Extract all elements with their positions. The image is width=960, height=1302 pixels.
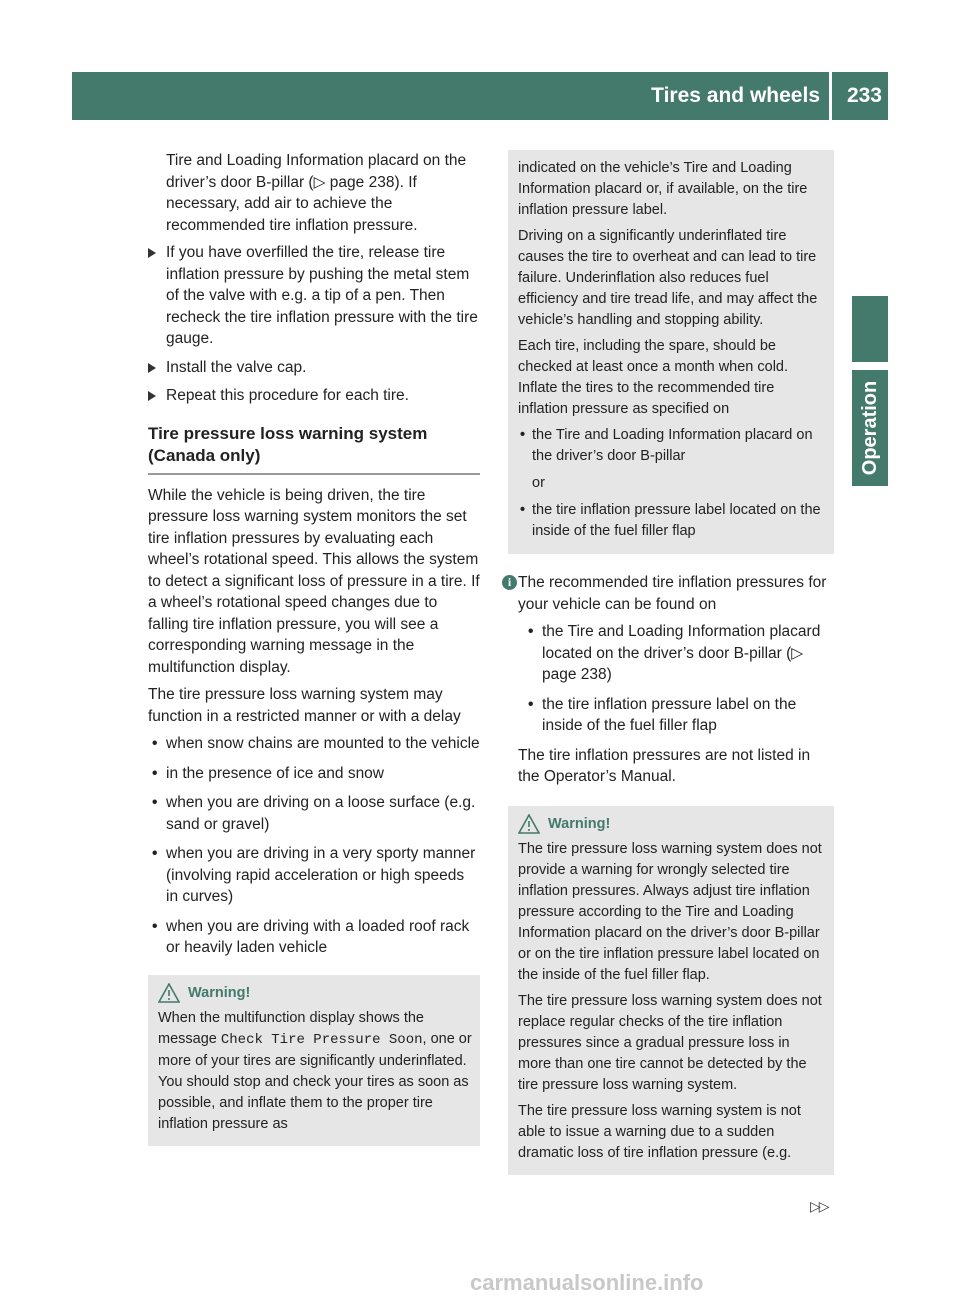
display-message: Check Tire Pressure Soon	[220, 1031, 423, 1048]
warning-text: The tire pressure loss warning system does not provide a warning for wrongly selected tire inflation pressures. Always adjust tire inflation pressure according to the Tire and Loading Information placard on the driver’s door B-pillar or on the tire inflation pressure label located on the inside of the fuel filler flap.	[518, 840, 822, 983]
list-item: • the tire inflation pressure label on the inside of the fuel filler flap	[528, 695, 797, 734]
list-item: • the tire inflation pressure label located on the inside of the fuel filler flap	[520, 502, 821, 539]
or-text: or	[532, 475, 545, 491]
bullet-icon: •	[152, 735, 158, 752]
side-marker	[852, 296, 888, 362]
step-arrow-icon	[148, 391, 156, 401]
warning-text: The tire pressure loss warning system is not able to issue a warning due to a sudden dramatic loss of tire inflation pressure (e.g.	[518, 1102, 801, 1161]
list-item: • when snow chains are mounted to the vehicle	[148, 733, 480, 755]
bullet-icon: •	[520, 427, 526, 443]
warning-title: Warning!	[548, 815, 611, 832]
left-column	[148, 150, 480, 1146]
warning-triangle-icon	[158, 983, 180, 1003]
body-paragraph: The tire pressure loss warning system may function in a restricted manner or with a delay	[148, 686, 461, 725]
instruction-step: Install the valve cap.	[148, 357, 480, 379]
list-item: • in the presence of ice and snow	[148, 763, 480, 785]
warning-text: Driving on a significantly underinflated tire causes the tire to overheat and can lead to tire failure. Underinflation also reduces fuel efficiency and tire tread life, and may affect the vehicle’s handling and stopping ability.	[518, 228, 818, 328]
body-paragraph: While the vehicle is being driven, the tire pressure loss warning system monitors the set tire inflation pressures by evaluating each wheel’s rotational speed. This allows the system to detect a significant loss of pressure in a tire. If a wheel’s rotational speed changes due to falling tire inflation pressure, you will see a corresponding warning message in the multifunction display.	[148, 486, 480, 676]
bullet-icon: •	[152, 764, 158, 782]
warning-text: Each tire, including the spare, should be checked at least once a month when cold. Inflate the tires to the recommended tire inflation pressure as specified on	[518, 338, 789, 417]
bullet-icon: •	[152, 794, 158, 811]
bullet-icon: •	[152, 917, 158, 935]
section-tab	[852, 370, 888, 486]
info-note	[508, 572, 834, 788]
list-item: • when you are driving with a loaded roof rack or heavily laden vehicle	[152, 917, 470, 956]
info-closing: The tire inflation pressures are not listed in the Operator’s Manual.	[518, 746, 811, 785]
list-item: • the Tire and Loading Information placard located on the driver’s door B-pillar (▷ page 238)	[528, 623, 821, 683]
bullet-icon: •	[520, 502, 526, 518]
info-intro: The recommended tire inflation pressures for your vehicle can be found on	[518, 574, 827, 613]
warning-text: indicated on the vehicle’s Tire and Loading Information placard or, if available, on the tire inflation pressure label.	[518, 160, 808, 218]
continue-arrow-icon: ▷▷	[810, 1198, 828, 1214]
bullet-icon: •	[528, 695, 534, 713]
right-column	[508, 150, 834, 1175]
instruction-step: Repeat this procedure for each tire.	[148, 385, 480, 407]
page-number: 233	[846, 84, 882, 107]
chapter-title: Tires and wheels	[651, 84, 820, 107]
list-item: • when you are driving in a very sporty manner (involving rapid acceleration or high speeds in curves)	[152, 845, 476, 905]
bullet-icon: •	[152, 845, 158, 862]
list-item: • when you are driving on a loose surface (e.g. sand or gravel)	[152, 794, 476, 833]
warning-title: Warning!	[188, 984, 251, 1001]
warning-box-continued	[508, 150, 834, 554]
step-arrow-icon	[148, 248, 156, 258]
continuation-text: Tire and Loading Information placard on the driver’s door B-pillar (▷ page 238). If necessary, add air to achieve the recommended tire inflation pressure.	[166, 152, 467, 234]
section-tab-label: Operation	[859, 380, 881, 476]
warning-text: The tire pressure loss warning system does not replace regular checks of the tire inflation pressures since a gradual pressure loss in more than one tire cannot be detected by the tire pressure loss warning system.	[518, 992, 822, 1093]
step-arrow-icon	[148, 363, 156, 373]
header-divider	[829, 72, 832, 120]
info-icon: i	[502, 575, 517, 590]
bullet-icon: •	[528, 623, 534, 640]
warning-heading	[158, 983, 472, 1004]
instruction-step: If you have overfilled the tire, release tire inflation pressure by pushing the metal stem of the valve with e.g. a tip of a pen. Then recheck the tire inflation pressure with the tire gauge.	[148, 242, 480, 350]
warning-box	[508, 806, 834, 1175]
warning-text: When the multifunction display shows the message Check Tire Pressure Soon, one or more of your tires are significantly underinflated. You should stop and check your tires as soon as possible, and inflate them to the proper tire inflation pressure as	[158, 1009, 472, 1132]
warning-triangle-icon	[518, 814, 540, 834]
warning-heading	[518, 814, 826, 835]
warning-box	[148, 975, 480, 1146]
watermark: carmanualsonline.info	[470, 1270, 704, 1295]
page-header	[72, 72, 888, 120]
section-heading: Tire pressure loss warning system (Canada only)	[148, 423, 480, 475]
list-item: • the Tire and Loading Information placard on the driver’s door B-pillar	[520, 427, 813, 464]
